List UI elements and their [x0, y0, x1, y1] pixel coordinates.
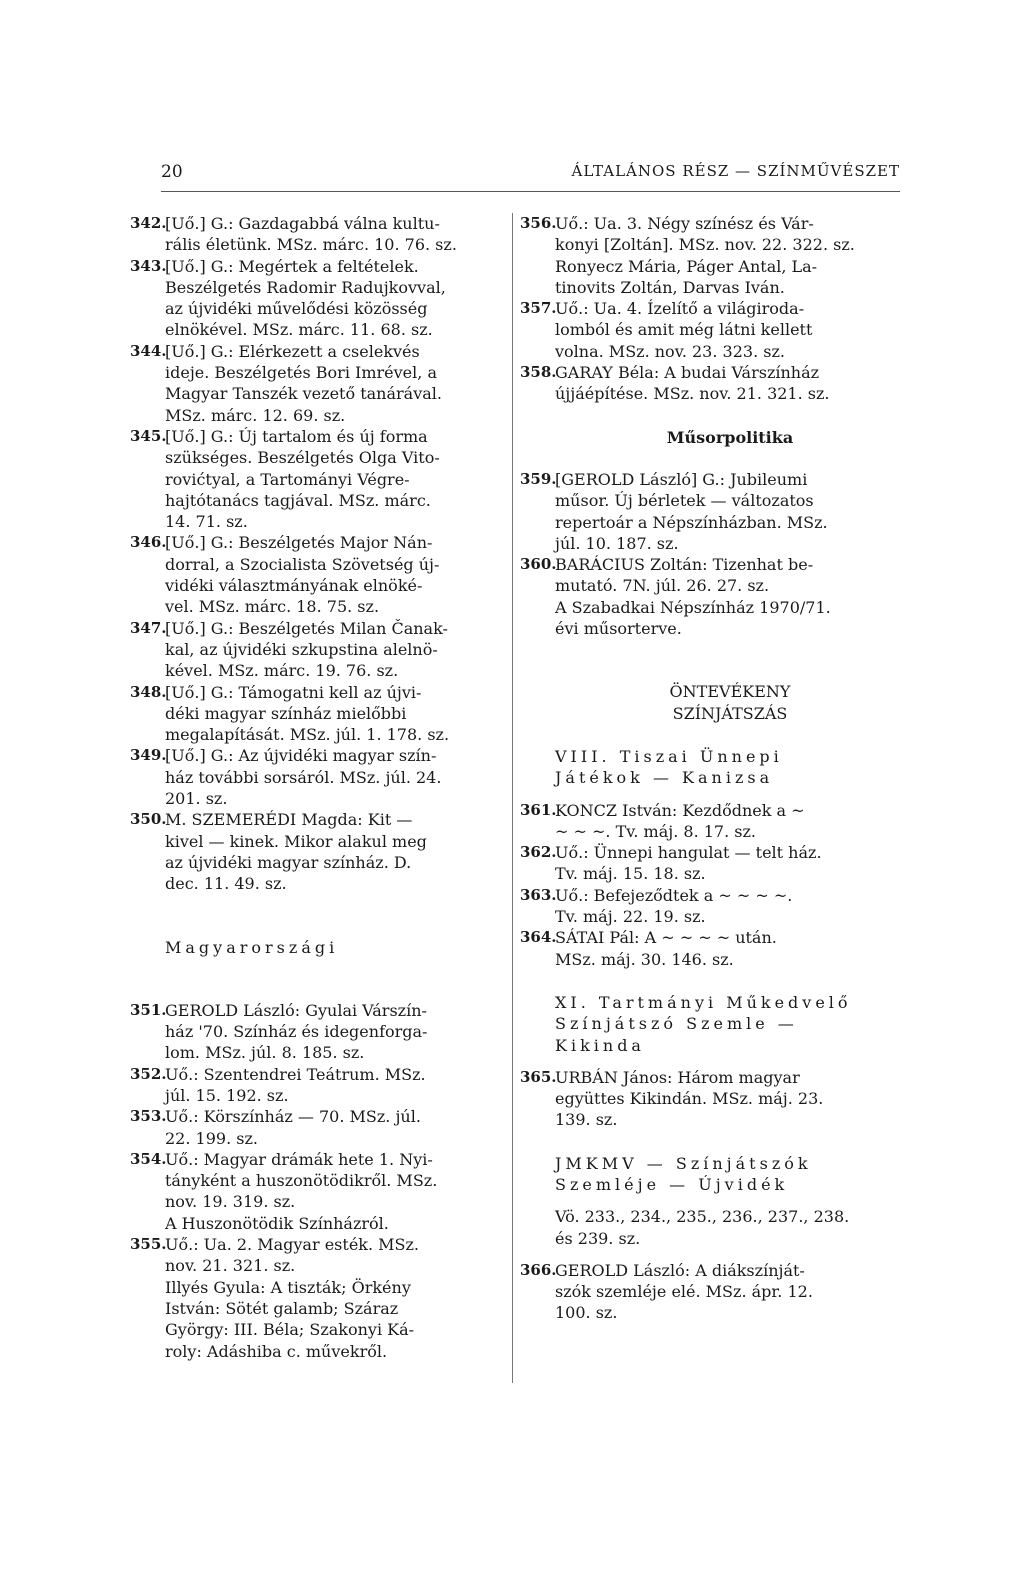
entry-text [165, 618, 505, 682]
entry-line: konyi [Zoltán]. MSz. nov. 22. 322. sz. [555, 235, 855, 255]
entry-line: A Huszonötödik Színházról. [165, 1213, 389, 1233]
entry-line: Uő.: Körszínház — 70. MSz. júl. [165, 1107, 421, 1127]
entry-line: A Szabadkai Népszínház 1970/71. [555, 597, 831, 617]
entry-text [165, 256, 505, 341]
entry-line: nov. 19. 319. sz. [165, 1192, 296, 1212]
entry-line: BARÁCIUS Zoltán: Tizenhat be- [555, 555, 814, 575]
entry-line: Tv. máj. 15. 18. sz. [555, 864, 706, 884]
entry-line: MSz. márc. 12. 69. sz. [165, 405, 346, 425]
entry-text [165, 809, 505, 894]
cross-reference [520, 1206, 905, 1249]
entry-text [555, 298, 905, 362]
entry-line: vel. MSz. márc. 18. 75. sz. [165, 597, 380, 617]
entry-text [555, 1067, 905, 1131]
bibliography-entry [520, 800, 905, 843]
entry-number: 347. [130, 618, 167, 637]
subheading-line: Színjátszó Szemle — [555, 1014, 798, 1034]
entry-text [555, 885, 905, 928]
entry-text [165, 1106, 505, 1149]
entry-text [165, 341, 505, 426]
entry-text [555, 554, 905, 639]
entry-list [520, 469, 905, 639]
entry-line: szók szemléje elé. MSz. ápr. 12. [555, 1282, 813, 1302]
entry-number: 354. [130, 1149, 167, 1168]
entry-number: 361. [520, 800, 557, 819]
entry-text [555, 927, 905, 970]
entry-line: dec. 11. 49. sz. [165, 874, 287, 894]
subheading-line: JMKMV — Színjátszók [555, 1153, 812, 1173]
entry-line: KONCZ István: Kezdődnek a ~ [555, 800, 805, 820]
entry-number: 356. [520, 214, 557, 232]
entry-list [520, 1260, 905, 1324]
entry-line: megalapítását. MSz. júl. 1. 178. sz. [165, 725, 450, 745]
entry-line: kal, az újvidéki szkupstina alelnö- [165, 639, 438, 659]
entry-line: [Uő.] G.: Támogatni kell az újvi- [165, 682, 422, 702]
entry-line: Uő.: Magyar drámák hete 1. Nyi- [165, 1149, 433, 1169]
bibliography-entry [520, 842, 905, 885]
entry-line: tinovits Zoltán, Darvas Iván. [555, 277, 785, 297]
entry-line: [Uő.] G.: Elérkezett a cselekvés [165, 341, 420, 361]
entry-line: URBÁN János: Három magyar [555, 1067, 800, 1087]
bibliography-entry [520, 213, 905, 298]
entry-line: Uő.: Ua. 4. Ízelítő a világiroda- [555, 299, 805, 319]
entry-line: Uő.: Szentendrei Teátrum. MSz. [165, 1064, 426, 1084]
entry-line: lomból és amit még látni kellett [555, 320, 813, 340]
entry-number: 360. [520, 555, 557, 574]
entry-line: dorral, a Szocialista Szövetség új- [165, 554, 440, 574]
entry-number: 365. [520, 1067, 557, 1086]
page-header [161, 162, 900, 188]
entry-line: [Uő.] G.: Megértek a feltételek. [165, 256, 419, 276]
entry-line: [Uő.] G.: Beszélgetés Milan Čanak- [165, 618, 448, 638]
column-divider [512, 213, 513, 1383]
entry-text [555, 213, 905, 298]
entry-line: SÁTAI Pál: A ~ ~ ~ ~ után. [555, 928, 777, 948]
entry-line: Uő.: Ua. 3. Négy színész és Vár- [555, 214, 814, 233]
entry-line: Uő.: Ünnepi hangulat — telt ház. [555, 843, 822, 863]
entry-line: lom. MSz. júl. 8. 185. sz. [165, 1043, 365, 1063]
entry-line: [Uő.] G.: Az újvidéki magyar szín- [165, 746, 437, 766]
entry-list [130, 1000, 505, 1362]
section-heading-musorpolitika: Műsorpolitika [666, 427, 794, 447]
entry-number: 342. [130, 214, 167, 232]
bibliography-entry [520, 885, 905, 928]
entry-line: GEROLD László: A diákszínját- [555, 1260, 805, 1280]
subheading-line: Kikinda [555, 1035, 645, 1055]
entry-line: júl. 15. 192. sz. [165, 1085, 289, 1105]
entry-line: tányként a huszonötödikről. MSz. [165, 1171, 438, 1191]
entry-text [165, 1149, 505, 1234]
entry-line: elnökével. MSz. márc. 11. 68. sz. [165, 320, 433, 340]
entry-line: [Uő.] G.: Új tartalom és új forma [165, 426, 428, 446]
running-head: ÁLTALÁNOS RÉSZ — SZÍNMŰVÉSZET [571, 162, 900, 180]
subheading-xi [520, 992, 905, 1056]
bibliography-entry [130, 745, 505, 809]
bibliography-entry [130, 1106, 505, 1149]
entry-line: volna. MSz. nov. 23. 323. sz. [555, 341, 785, 361]
entry-number: 358. [520, 363, 557, 382]
entry-list [130, 213, 505, 895]
reference-line: és 239. sz. [555, 1228, 641, 1248]
bibliography-entry [130, 618, 505, 682]
bibliography-entry [130, 1064, 505, 1107]
entry-text [555, 1260, 905, 1324]
bibliography-entry [130, 682, 505, 746]
entry-list [520, 1067, 905, 1131]
entry-line: az újvidéki magyar színház. D. [165, 852, 412, 872]
right-column [520, 213, 905, 1324]
entry-line: vidéki választmányának elnöké- [165, 576, 423, 596]
bibliography-entry [520, 298, 905, 362]
entry-number: 350. [130, 810, 167, 829]
entry-line: hajtótanács tagjával. MSz. márc. [165, 490, 431, 510]
entry-line: GEROLD László: Gyulai Várszín- [165, 1000, 427, 1020]
entry-text [165, 682, 505, 746]
section-heading-ontevekeny [520, 681, 905, 724]
bibliography-entry [130, 213, 505, 256]
entry-line: ház további sorsáról. MSz. júl. 24. [165, 767, 442, 787]
bibliography-entry [520, 362, 905, 405]
subheading-viii [520, 746, 905, 789]
bibliography-entry [130, 809, 505, 894]
entry-line: István: Sötét galamb; Száraz [165, 1298, 399, 1318]
entry-text [555, 800, 905, 843]
entry-number: 346. [130, 533, 167, 552]
bibliography-entry [520, 469, 905, 554]
entry-text [165, 532, 505, 617]
subheading-line: Szemléje — Újvidék [555, 1174, 789, 1194]
bibliography-entry [130, 1149, 505, 1234]
entry-line: MSz. máj. 30. 146. sz. [555, 949, 734, 969]
entry-number: 349. [130, 746, 167, 765]
bibliography-entry [130, 532, 505, 617]
entry-line: rális életünk. MSz. márc. 10. 76. sz. [165, 235, 457, 255]
entry-line: déki magyar színház mielőbbi [165, 703, 407, 723]
entry-line: [Uő.] G.: Beszélgetés Major Nán- [165, 533, 433, 553]
left-column [130, 213, 505, 1362]
header-rule [161, 191, 900, 192]
entry-line: ház '70. Színház és idegenforga- [165, 1022, 428, 1042]
entry-text [165, 1064, 505, 1107]
entry-line: újjáépítése. MSz. nov. 21. 321. sz. [555, 384, 830, 404]
entry-number: 357. [520, 299, 557, 318]
bibliography-entry [130, 1000, 505, 1064]
heading-line: ÖNTEVÉKENY [669, 682, 791, 702]
entry-line: roly: Adáshiba c. művekről. [165, 1341, 388, 1361]
bibliography-entry [520, 554, 905, 639]
entry-number: 352. [130, 1064, 167, 1083]
entry-line: műsor. Új bérletek — változatos [555, 491, 814, 511]
entry-line: mutató. 7N. júl. 26. 27. sz. [555, 576, 770, 596]
entry-line: Illyés Gyula: A tiszták; Örkény [165, 1277, 411, 1297]
entry-text [555, 469, 905, 554]
bibliography-entry [520, 927, 905, 970]
entry-line: GARAY Béla: A budai Várszínház [555, 363, 820, 383]
entry-text [555, 362, 905, 405]
reference-line: Vö. 233., 234., 235., 236., 237., 238. [555, 1207, 850, 1227]
entry-line: M. SZEMERÉDI Magda: Kit — [165, 810, 413, 830]
entry-number: 366. [520, 1260, 557, 1279]
bibliography-entry [130, 426, 505, 532]
entry-text [165, 426, 505, 532]
heading-line: SZÍNJÁTSZÁS [672, 703, 788, 723]
entry-line: kével. MSz. márc. 19. 76. sz. [165, 661, 399, 681]
entry-number: 363. [520, 885, 557, 904]
entry-line: [GEROLD László] G.: Jubileumi [555, 469, 808, 489]
entry-text [165, 1234, 505, 1362]
entry-text [555, 842, 905, 885]
entry-text [165, 213, 505, 256]
entry-number: 359. [520, 469, 557, 488]
entry-list [520, 800, 905, 970]
entry-line: Tv. máj. 22. 19. sz. [555, 907, 706, 927]
entry-text [165, 745, 505, 809]
section-heading-magyarorszagi: Magyarországi [165, 937, 339, 957]
entry-line: Magyar Tanszék vezető tanárával. [165, 384, 442, 404]
entry-line: szükséges. Beszélgetés Olga Vito- [165, 448, 440, 468]
subheading-line: Játékok — Kanizsa [555, 768, 774, 788]
entry-number: 362. [520, 843, 557, 862]
entry-line: 139. sz. [555, 1110, 618, 1130]
entry-line: kivel — kinek. Mikor alakul meg [165, 831, 427, 851]
entry-line: Beszélgetés Radomir Radujkovval, [165, 277, 446, 297]
entry-line: 100. sz. [555, 1303, 618, 1323]
entry-number: 343. [130, 256, 167, 275]
entry-list [520, 213, 905, 405]
entry-line: Uő.: Befejeződtek a ~ ~ ~ ~. [555, 885, 793, 905]
bibliography-entry [520, 1067, 905, 1131]
entry-line: 22. 199. sz. [165, 1128, 258, 1148]
subheading-line: XI. Tartmányi Műkedvelő [555, 992, 852, 1012]
entry-number: 345. [130, 426, 167, 445]
entry-line: 201. sz. [165, 789, 228, 809]
entry-number: 364. [520, 928, 557, 947]
entry-number: 353. [130, 1107, 167, 1126]
entry-line: ~ ~ ~. Tv. máj. 8. 17. sz. [555, 821, 756, 841]
entry-number: 351. [130, 1000, 167, 1019]
subheading-jmkmv [520, 1153, 905, 1196]
entry-line: 14. 71. sz. [165, 512, 248, 532]
entry-line: júl. 10. 187. sz. [555, 533, 679, 553]
entry-line: [Uő.] G.: Gazdagabbá válna kultu- [165, 214, 440, 233]
bibliography-entry [130, 1234, 505, 1362]
bibliography-entry [130, 341, 505, 426]
entry-line: György: III. Béla; Szakonyi Ká- [165, 1320, 415, 1340]
entry-line: Uő.: Ua. 2. Magyar esték. MSz. [165, 1235, 420, 1255]
entry-number: 344. [130, 341, 167, 360]
bibliography-entry [130, 256, 505, 341]
entry-line: repertoár a Népszínházban. MSz. [555, 512, 828, 532]
bibliography-entry [520, 1260, 905, 1324]
entry-line: Ronyecz Mária, Páger Antal, La- [555, 256, 818, 276]
entry-number: 355. [130, 1235, 167, 1254]
entry-text [165, 1000, 505, 1064]
subheading-line: VIII. Tiszai Ünnepi [555, 746, 783, 766]
entry-line: együttes Kikindán. MSz. máj. 23. [555, 1089, 824, 1109]
entry-line: évi műsorterve. [555, 619, 682, 639]
page-number: 20 [161, 162, 183, 182]
entry-line: nov. 21. 321. sz. [165, 1256, 296, 1276]
entry-line: rovićtyal, a Tartományi Végre- [165, 469, 410, 489]
entry-line: az újvidéki művelődési közösség [165, 299, 428, 319]
entry-number: 348. [130, 682, 167, 701]
entry-line: ideje. Beszélgetés Bori Imrével, a [165, 363, 437, 383]
